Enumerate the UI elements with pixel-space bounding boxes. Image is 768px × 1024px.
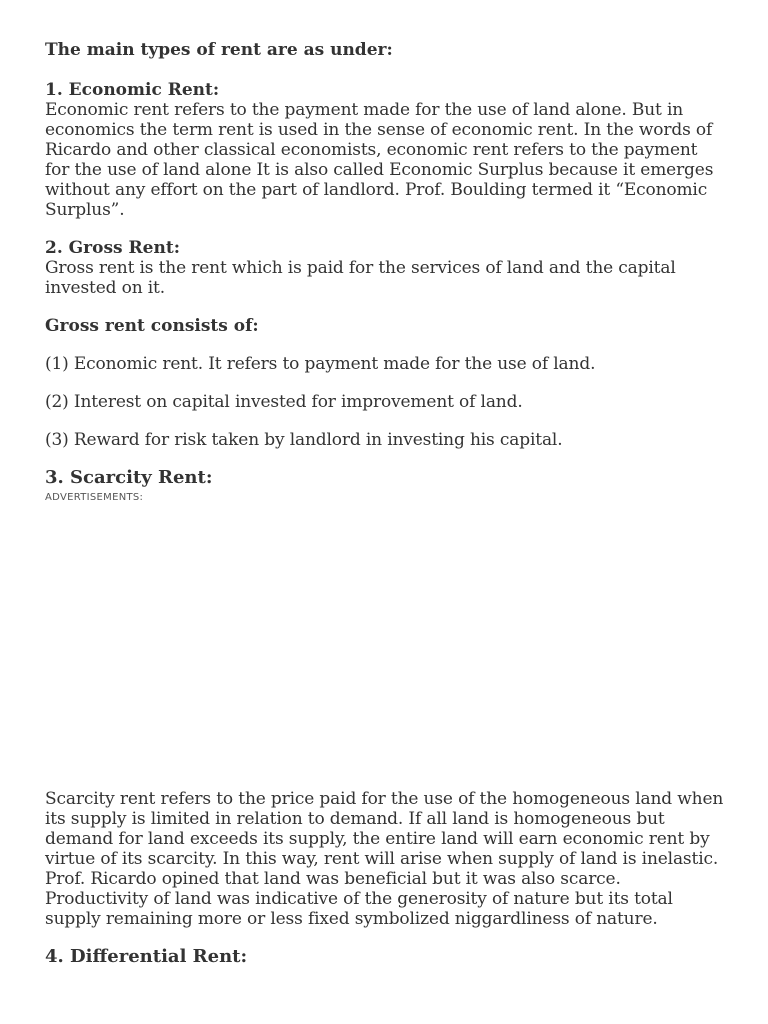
list-item: (2) Interest on capital invested for improvement of land.	[45, 392, 523, 412]
section-body-scarcity-rent: Scarcity rent refers to the price paid for the use of the homogeneous land when its supply is limited in relation to demand. If all land is homogeneous but demand for land exceeds its supply, the entire land will earn economic rent by virtue of its scarcity. In this way, rent will arise when supply of land is inelastic. Prof. Ricardo opined that land was beneficial but it was also scarce. Productivity of land was indicative of the generosity of nature but its total supply remaining more or less fixed symbolized niggardliness of nature.	[45, 789, 724, 929]
list-item: (3) Reward for risk taken by landlord in investing his capital.	[45, 430, 563, 450]
gross-rent-subheading: Gross rent consists of:	[45, 316, 259, 336]
section-heading-economic-rent: 1. Economic Rent:	[45, 80, 220, 100]
section-heading-differential-rent: 4. Differential Rent:	[45, 946, 248, 967]
section-body-economic-rent: Economic rent refers to the payment made for the use of land alone. But in economics the term rent is used in the sense of economic rent. In the words of Ricardo and other classical economists, economic rent refers to the payment for the use of land alone It is also called Economic Surplus because it emerges without any effort on the part of landlord. Prof. Boulding termed it “Economic Surplus”.	[45, 100, 714, 220]
section-body-gross-rent: Gross rent is the rent which is paid for the services of land and the capital invested on it.	[45, 258, 676, 298]
section-heading-scarcity-rent: 3. Scarcity Rent:	[45, 467, 213, 488]
article-content	[45, 40, 725, 967]
intro-heading: The main types of rent are as under:	[45, 40, 393, 60]
list-item: (1) Economic rent. It refers to payment made for the use of land.	[45, 354, 596, 374]
advertisement-label: ADVERTISEMENTS:	[45, 492, 144, 503]
advertisement-slot	[45, 505, 725, 789]
section-heading-gross-rent: 2. Gross Rent:	[45, 238, 180, 258]
